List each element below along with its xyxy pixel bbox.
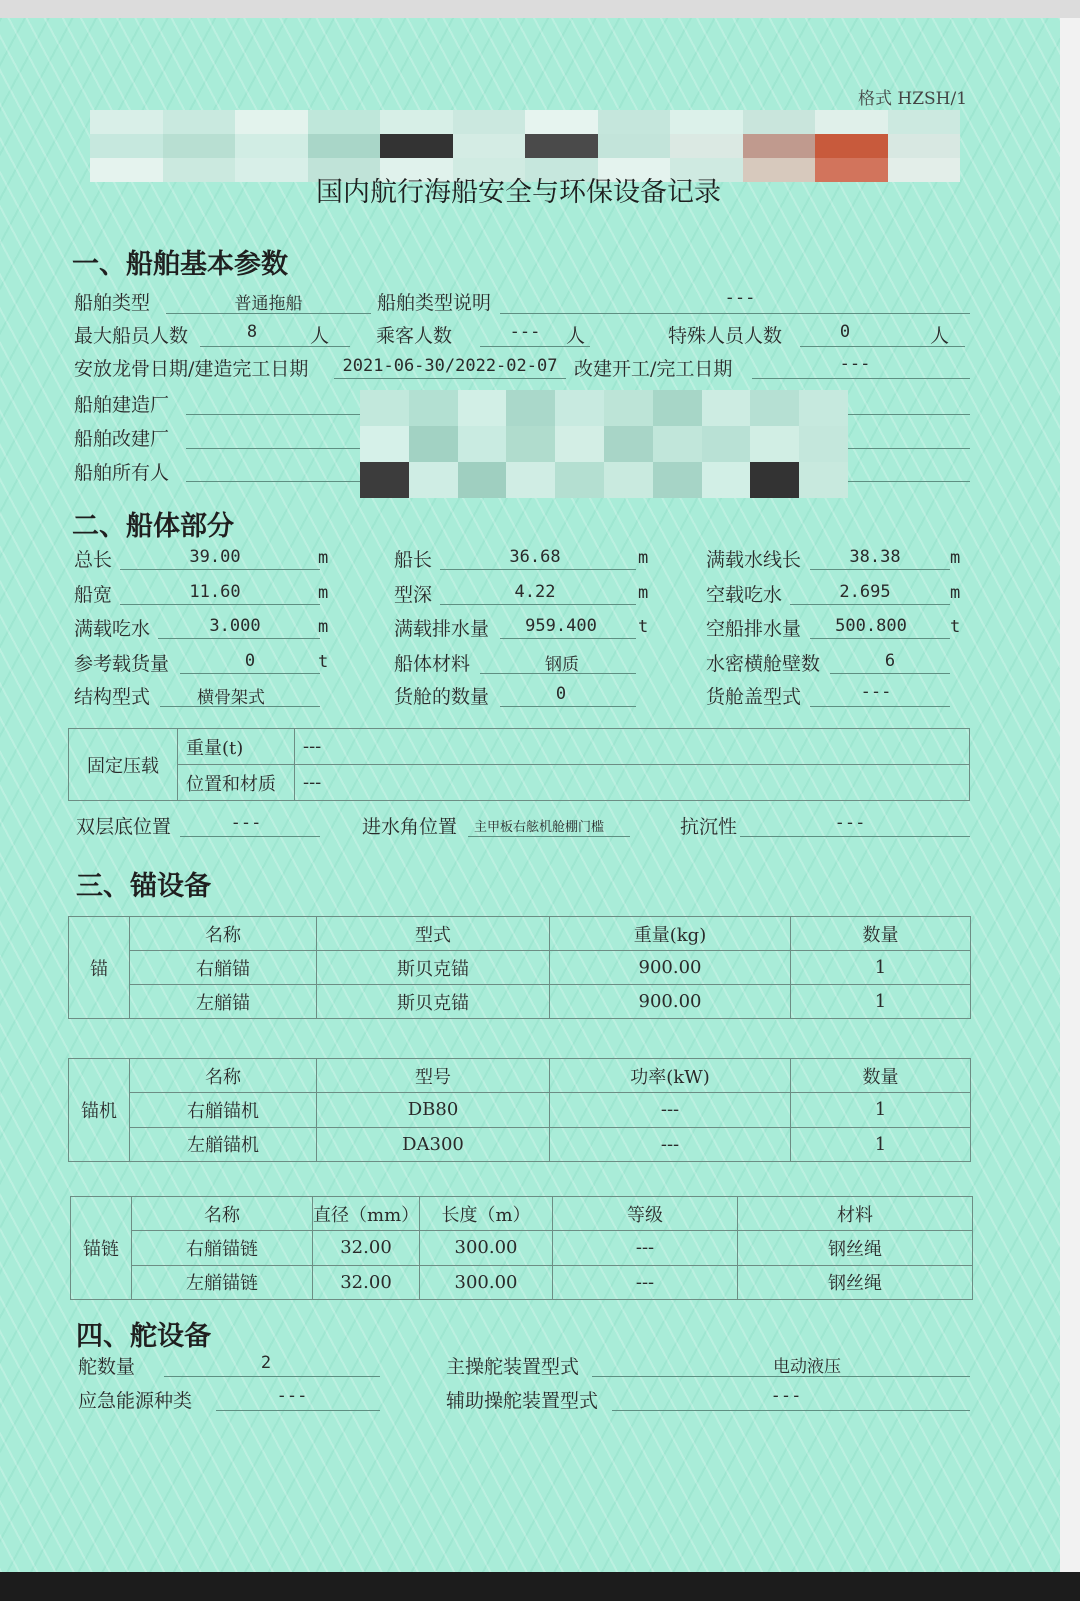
ship-type-desc-label: 船舶类型说明 [377,292,492,314]
anti-sink-value: --- [834,813,866,833]
windlass-table [68,1058,971,1162]
underline [158,638,320,639]
holds-value: 0 [555,684,567,704]
person-unit: 人 [566,325,586,347]
table-cell: 右艏锚 [130,951,317,985]
unit-m: m [318,617,329,637]
table-cell: 1 [791,985,971,1019]
ship-type-desc-value: --- [724,288,756,308]
table-header: 材料 [738,1197,973,1231]
rudder-count-value: 2 [260,1353,272,1373]
table-cell: --- [553,1265,738,1299]
table-cell: 左艏锚 [130,985,317,1019]
document-title: 国内航行海船安全与环保设备记录 [316,177,721,208]
cargo-value: 0 [244,651,256,671]
depth-value: 4.22 [514,582,556,602]
structure-label: 结构型式 [74,686,151,708]
table-header: 长度（m） [420,1197,553,1231]
table-cell: 钢丝绳 [738,1231,973,1265]
underline [790,604,950,605]
underline [440,569,636,570]
table-cell: 1 [791,1127,971,1161]
full-draft-label: 满载吃水 [74,618,151,640]
table-header: 名称 [130,1059,317,1093]
windlass-group-label: 锚机 [69,1059,130,1162]
hull-material-label: 船体材料 [394,653,471,675]
table-cell: 左艏锚机 [130,1127,317,1161]
rudder-count-label: 舵数量 [78,1356,136,1378]
table-cell: --- [550,1127,791,1161]
underline [180,673,320,674]
bulkheads-label: 水密横舱壁数 [706,653,821,675]
light-draft-value: 2.695 [839,582,891,602]
table-cell: 1 [791,1093,971,1127]
bulkheads-value: 6 [884,651,896,671]
top-bar [0,0,1080,18]
keel-date-value: 2021-06-30/2022-02-07 [342,356,558,376]
underline [810,569,950,570]
passengers-value: --- [509,322,541,342]
table-cell: 900.00 [550,951,791,985]
ballast-weight-label: 重量(t) [178,729,295,765]
table-cell: 900.00 [550,985,791,1019]
table-cell: 左艏锚链 [132,1265,313,1299]
document-page [0,18,1060,1572]
double-bottom-label: 双层底位置 [76,816,172,838]
underline [440,604,636,605]
table-header: 直径（mm） [313,1197,420,1231]
unit-m: m [950,583,961,603]
cargo-label: 参考载货量 [74,653,170,675]
double-bottom-value: --- [230,813,262,833]
table-cell: 右艏锚机 [130,1093,317,1127]
underline [500,313,970,314]
underline [810,706,950,707]
special-value: 0 [839,322,851,342]
breadth-value: 11.60 [189,582,241,602]
ballast-position-label: 位置和材质 [178,765,295,801]
loa-label: 总长 [74,549,113,571]
underline [740,836,970,837]
table-cell: 32.00 [313,1265,420,1299]
aux-steering-label: 辅助操舵装置型式 [446,1390,599,1412]
underline [612,1410,970,1411]
underline [120,604,320,605]
underline [334,378,566,379]
section-heading-anchor: 三、锚设备 [76,871,211,902]
hull-material-value: 钢质 [545,655,579,675]
light-displacement-label: 空船排水量 [706,618,802,640]
underline [216,1410,380,1411]
owner-label: 船舶所有人 [74,462,170,484]
table-cell: 1 [791,951,971,985]
table-header: 数量 [791,1059,971,1093]
table-cell: 斯贝克锚 [317,951,550,985]
table-header: 等级 [553,1197,738,1231]
hatch-value: --- [860,682,892,702]
table-header: 重量(kg) [550,917,791,951]
table-cell: --- [550,1093,791,1127]
table-cell: 32.00 [313,1231,420,1265]
ship-type-label: 船舶类型 [74,292,151,314]
flooding-angle-value: 主甲板右舷机舱棚门槛 [474,820,605,835]
rebuild-date-value: --- [839,354,871,374]
rebuilder-label: 船舶改建厂 [74,428,170,450]
main-steering-label: 主操舵装置型式 [446,1356,580,1378]
underline [752,378,970,379]
underline [164,1376,380,1377]
emergency-power-label: 应急能源种类 [78,1390,193,1412]
unit-m: m [638,583,649,603]
underline [810,638,950,639]
table-cell: DB80 [317,1093,550,1127]
form-code: 格式 HZSH/1 [858,89,968,109]
special-label: 特殊人员人数 [668,325,783,347]
underline [468,836,630,837]
unit-t: t [950,617,961,637]
section-heading-rudder: 四、舵设备 [76,1321,211,1352]
max-crew-value: 8 [246,322,258,342]
ballast-table [68,728,970,801]
light-displacement-value: 500.800 [835,616,907,636]
table-cell: 右艏锚链 [132,1231,313,1265]
table-header: 型号 [317,1059,550,1093]
ballast-label: 固定压载 [69,729,178,801]
passengers-label: 乘客人数 [376,325,453,347]
chain-group-label: 锚链 [71,1197,132,1300]
keel-date-label: 安放龙骨日期/建造完工日期 [74,358,309,380]
holds-label: 货舱的数量 [394,686,490,708]
full-displacement-value: 959.400 [525,616,597,636]
table-header: 名称 [130,917,317,951]
table-header: 名称 [132,1197,313,1231]
table-cell: 300.00 [420,1231,553,1265]
table-cell: 300.00 [420,1265,553,1299]
person-unit: 人 [310,325,330,347]
page-edge [1060,18,1080,1572]
breadth-label: 船宽 [74,584,113,606]
table-cell: --- [553,1231,738,1265]
hatch-label: 货舱盖型式 [706,686,802,708]
flooding-angle-label: 进水角位置 [362,816,458,838]
section-heading-hull: 二、船体部分 [72,511,234,542]
person-unit: 人 [930,325,950,347]
unit-t: t [638,617,649,637]
rebuild-date-label: 改建开工/完工日期 [574,358,733,380]
loa-value: 39.00 [189,547,241,567]
max-crew-label: 最大船员人数 [74,325,189,347]
table-cell: 斯贝克锚 [317,985,550,1019]
unit-m: m [318,583,329,603]
waterline-length-value: 38.38 [849,547,901,567]
anchor-table [68,916,971,1019]
main-steering-value: 电动液压 [773,1357,841,1377]
depth-label: 型深 [394,584,433,606]
table-cell: 钢丝绳 [738,1265,973,1299]
length-label: 船长 [394,549,433,571]
underline [830,673,950,674]
builder-label: 船舶建造厂 [74,394,170,416]
anti-sink-label: 抗沉性 [680,816,738,838]
ship-type-value: 普通拖船 [234,294,303,314]
length-value: 36.68 [509,547,561,567]
ballast-position-value: --- [295,765,970,801]
emergency-power-value: --- [276,1386,308,1406]
unit-m: m [950,548,961,568]
table-header: 功率(kW) [550,1059,791,1093]
light-draft-label: 空载吃水 [706,584,783,606]
aux-steering-value: --- [770,1386,802,1406]
anchor-group-label: 锚 [69,917,130,1019]
underline [180,836,320,837]
unit-m: m [638,548,649,568]
ballast-weight-value: --- [295,729,970,765]
structure-value: 横骨架式 [197,688,265,708]
section-heading-basic: 一、船舶基本参数 [72,249,288,280]
table-header: 数量 [791,917,971,951]
redacted-owner-info [360,390,848,498]
unit-m: m [318,548,329,568]
unit-t: t [318,652,329,672]
bottom-bar [0,1572,1080,1601]
underline [120,569,320,570]
full-displacement-label: 满载排水量 [394,618,490,640]
underline [500,638,636,639]
table-header: 型式 [317,917,550,951]
table-cell: DA300 [317,1127,550,1161]
full-draft-value: 3.000 [209,616,261,636]
waterline-length-label: 满载水线长 [706,549,802,571]
underline [500,706,636,707]
anchor-chain-table [70,1196,973,1300]
